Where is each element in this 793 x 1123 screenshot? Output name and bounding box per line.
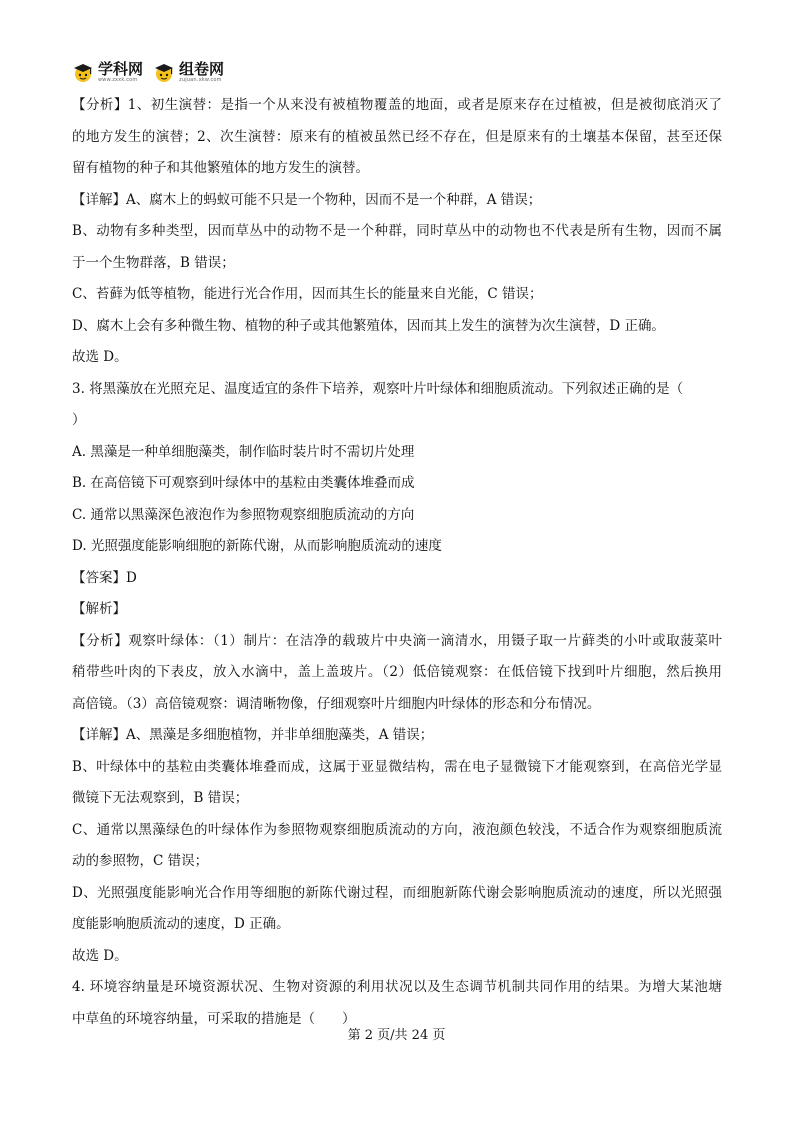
page-footer: 第 2 页/共 24 页	[347, 1028, 446, 1043]
text-line: 中草鱼的环境容纳量，可采取的措施是（ ）	[72, 1010, 356, 1027]
graduation-cap-icon	[153, 61, 175, 83]
text-line: 微镜下无法观察到，B 错误；	[72, 790, 249, 806]
text-line: D、腐木上会有多种微生物、植物的种子或其他繁殖体，因而其上发生的演替为次生演替，D 正确。	[72, 317, 665, 334]
text-line: 4. 环境容纳量是环境资源状况、生物对资源的利用状况以及生态调节机制共同作用的结果。为增大某池塘	[72, 979, 722, 995]
text-line: 【分析】1、初生演替：是指一个从来没有被植物覆盖的地面，或者是原来存在过植被，但是被彻底消灭了	[72, 97, 722, 113]
text-line: 于一个生物群落，B 错误；	[72, 254, 235, 271]
graduation-cap-icon	[72, 61, 94, 83]
logo-url: www.zxxk.com	[98, 77, 138, 83]
text-line: 高倍镜。（3）高倍镜观察：调清晰物像，仔细观察叶片细胞内叶绿体的形态和分布情况。	[72, 695, 601, 712]
text-line: 的地方发生的演替；2、次生演替：原来有的植被虽然已经不存在，但是原来有的土壤基本保留，甚至还保	[72, 128, 722, 145]
text-line: 【详解】A、黑藻是多细胞植物，并非单细胞藻类，A 错误；	[72, 727, 434, 743]
text-line: 度能影响胞质流动的速度，D 正确。	[72, 916, 290, 932]
logo-name: 组卷网	[179, 60, 225, 78]
text-line: D、光照强度能影响光合作用等细胞的新陈代谢过程，而细胞新陈代谢会影响胞质流动的速度，所以光照强	[72, 884, 722, 901]
logo-xuekewang	[72, 61, 143, 83]
logo-zujuanwang	[153, 61, 224, 83]
text-line: B、叶绿体中的基粒由类囊体堆叠而成，这属于亚显微结构，需在电子显微镜下才能观察到，在高倍光学显	[72, 758, 722, 775]
text-line: C、苔藓为低等植物，能进行光合作用，因而其生长的能量来自光能，C 错误；	[72, 286, 543, 302]
text-line: 【详解】A、腐木上的蚂蚁可能不只是一个物种，因而不是一个种群，A 错误；	[72, 191, 542, 208]
logo-name: 学科网	[98, 60, 144, 78]
text-line: 留有植物的种子和其他繁殖体的地方发生的演替。	[72, 160, 369, 176]
text-line: 【解析】	[72, 601, 126, 617]
header-logos	[72, 58, 224, 86]
text-line: 【答案】D	[72, 569, 137, 586]
text-line: 【分析】观察叶绿体：（1）制片：在洁净的载玻片中央滴一滴清水，用镊子取一片藓类的小叶或取菠菜叶	[72, 632, 722, 649]
text-line: C. 通常以黑藻深色液泡作为参照物观察细胞质流动的方向	[72, 506, 415, 523]
text-line: 3. 将黑藻放在光照充足、温度适宜的条件下培养，观察叶片叶绿体和细胞质流动。下列叙述正确的是（	[72, 380, 684, 397]
text-line: 动的参照物，C 错误；	[72, 853, 209, 869]
text-line: ）	[72, 412, 86, 428]
text-line: 稍带些叶肉的下表皮，放入水滴中，盖上盖玻片。（2）低倍镜观察：在低倍镜下找到叶片细胞，然后换用	[72, 664, 722, 680]
text-line: D. 光照强度能影响细胞的新陈代谢，从而影响胞质流动的速度	[72, 538, 442, 554]
text-line: C、通常以黑藻绿色的叶绿体作为参照物观察细胞质流动的方向，液泡颜色较浅，不适合作为观察细胞质流	[72, 821, 722, 838]
text-line: 故选 D。	[72, 947, 128, 964]
text-line: 故选 D。	[72, 349, 128, 365]
text-line: B. 在高倍镜下可观察到叶绿体中的基粒由类囊体堆叠而成	[72, 475, 415, 491]
text-line: B、动物有多种类型，因而草丛中的动物不是一个种群，同时草丛中的动物也不代表是所有生物，因而不属	[72, 223, 722, 239]
document-body	[72, 90, 722, 1035]
logo-url: zujuan.xkw.com	[179, 77, 222, 83]
text-line: A. 黑藻是一种单细胞藻类，制作临时装片时不需切片处理	[72, 443, 415, 460]
